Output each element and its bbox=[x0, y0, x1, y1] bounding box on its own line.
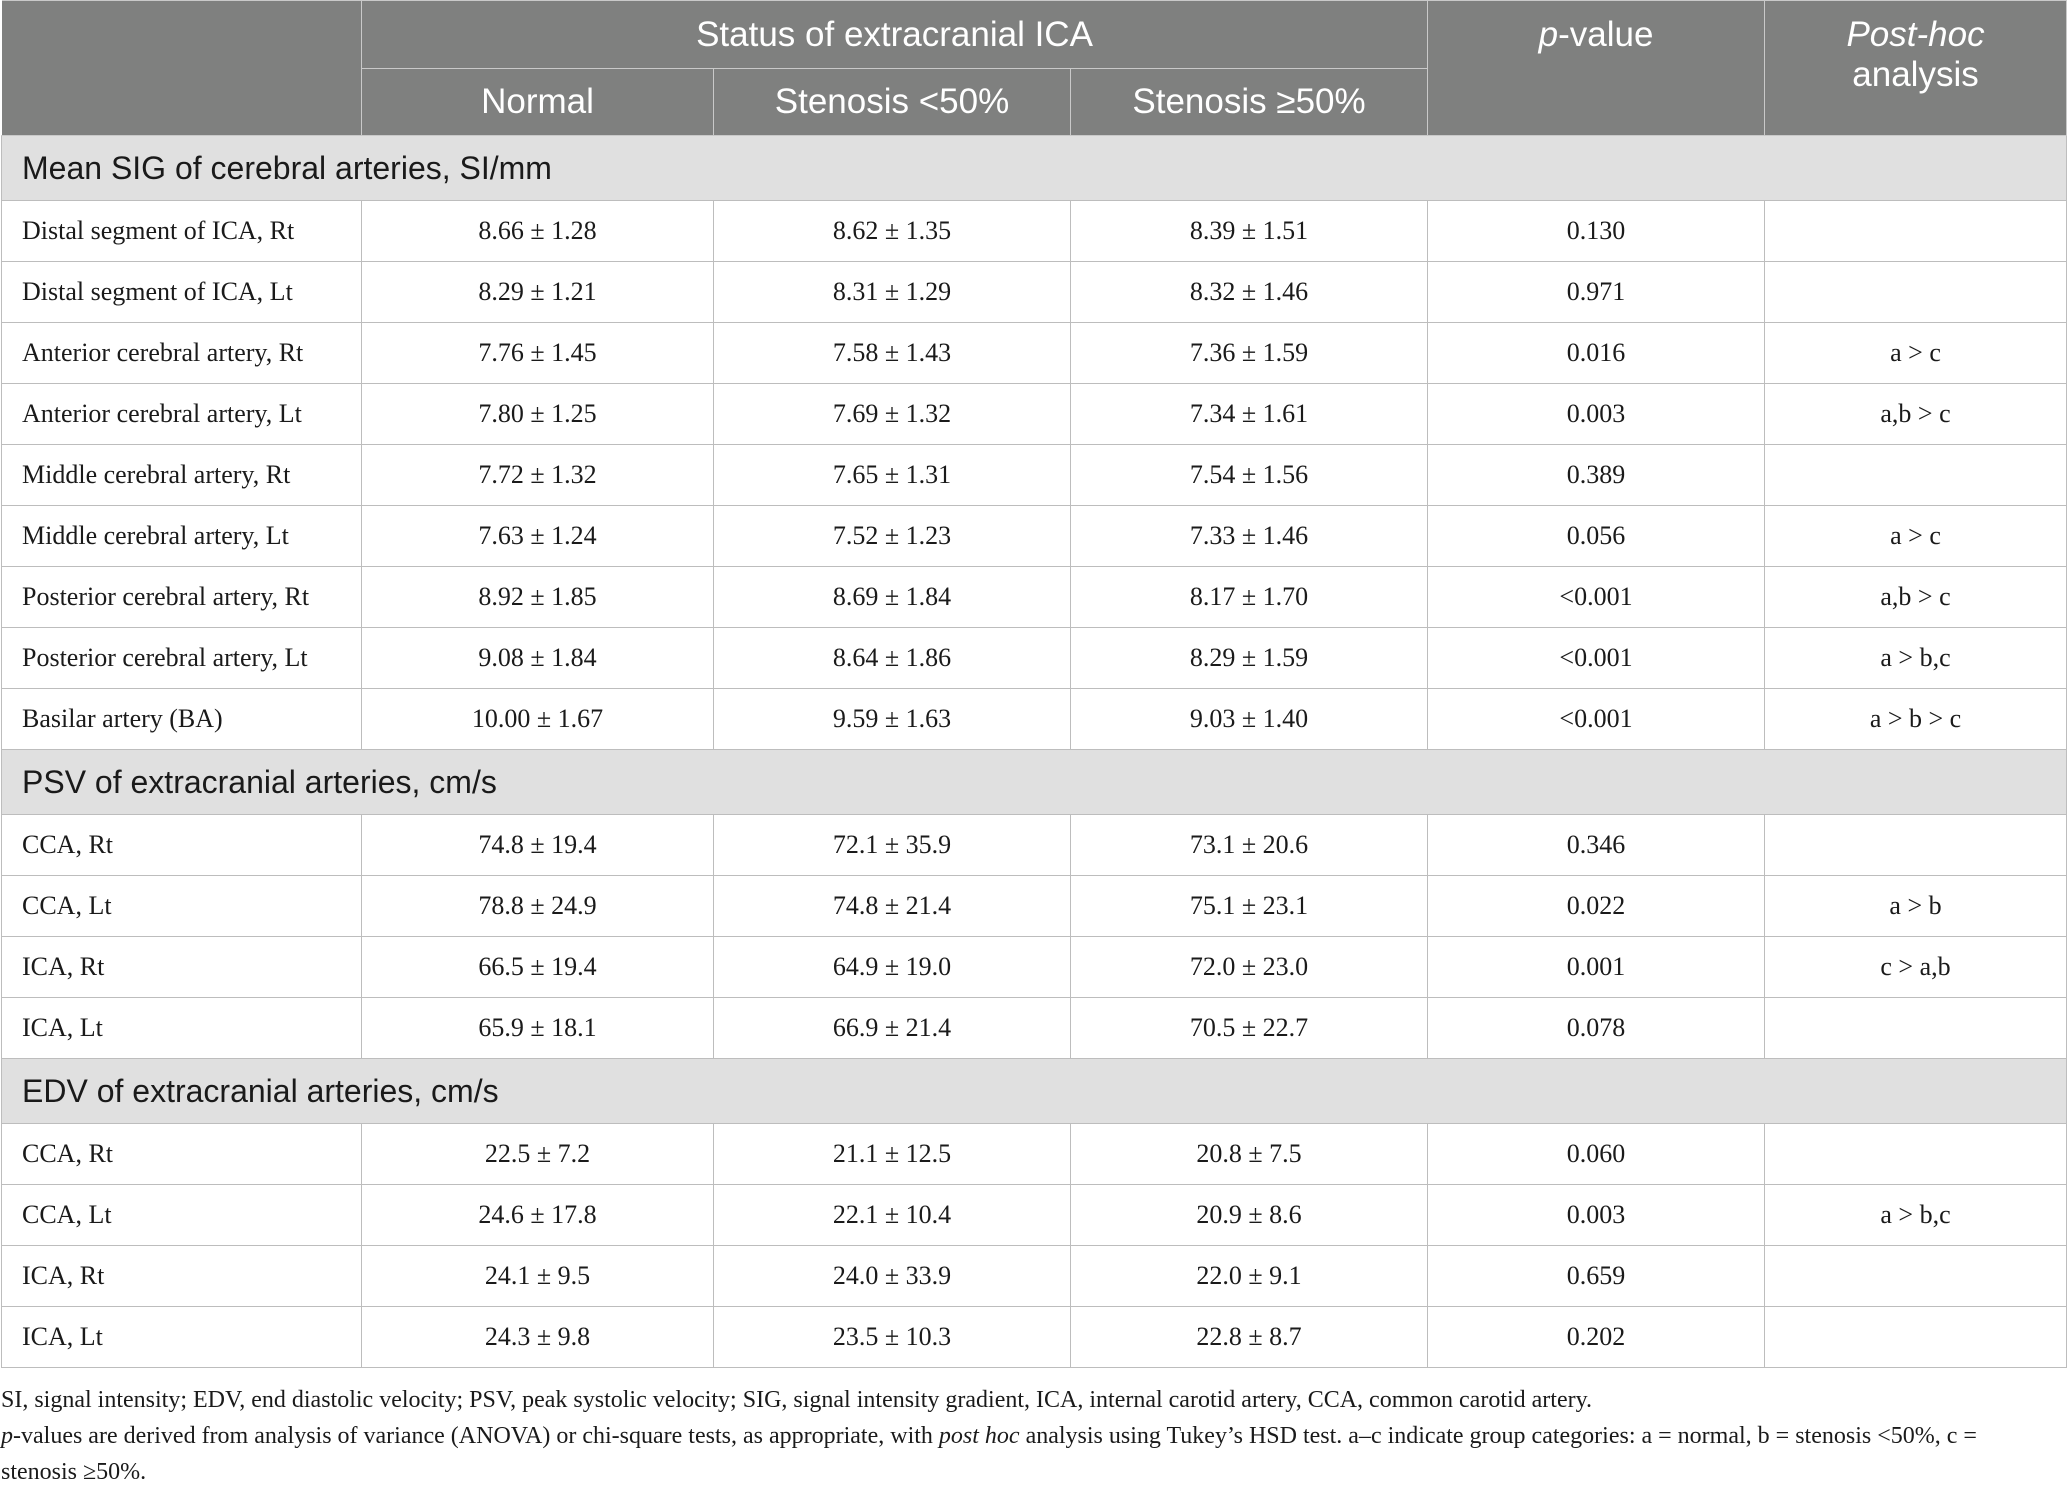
table-row bbox=[2, 323, 2067, 384]
p-value: 0.060 bbox=[1428, 1124, 1765, 1185]
row-label: CCA, Lt bbox=[2, 876, 362, 937]
post-hoc: a > b bbox=[1765, 876, 2067, 937]
row-label: Posterior cerebral artery, Rt bbox=[2, 567, 362, 628]
table-row bbox=[2, 689, 2067, 750]
value-stenosis-lt50: 66.9 ± 21.4 bbox=[714, 998, 1071, 1059]
table-row bbox=[2, 1307, 2067, 1368]
value-normal: 24.1 ± 9.5 bbox=[362, 1246, 714, 1307]
value-normal: 7.72 ± 1.32 bbox=[362, 445, 714, 506]
value-stenosis-ge50: 70.5 ± 22.7 bbox=[1071, 998, 1428, 1059]
header-col-normal: Normal bbox=[362, 69, 714, 136]
value-stenosis-ge50: 7.33 ± 1.46 bbox=[1071, 506, 1428, 567]
value-normal: 65.9 ± 18.1 bbox=[362, 998, 714, 1059]
p-value: 0.003 bbox=[1428, 384, 1765, 445]
p-value: <0.001 bbox=[1428, 689, 1765, 750]
value-stenosis-ge50: 72.0 ± 23.0 bbox=[1071, 937, 1428, 998]
section-header bbox=[2, 1059, 2067, 1124]
table-row bbox=[2, 1185, 2067, 1246]
value-stenosis-lt50: 8.69 ± 1.84 bbox=[714, 567, 1071, 628]
post-hoc bbox=[1765, 815, 2067, 876]
post-hoc bbox=[1765, 1124, 2067, 1185]
header-blank-cell bbox=[2, 1, 362, 136]
p-value: 0.056 bbox=[1428, 506, 1765, 567]
row-label: ICA, Lt bbox=[2, 998, 362, 1059]
row-label: Basilar artery (BA) bbox=[2, 689, 362, 750]
value-stenosis-ge50: 20.9 ± 8.6 bbox=[1071, 1185, 1428, 1246]
value-normal: 8.29 ± 1.21 bbox=[362, 262, 714, 323]
value-stenosis-lt50: 7.69 ± 1.32 bbox=[714, 384, 1071, 445]
header-row-1 bbox=[2, 1, 2067, 69]
header-col-stenosis-lt50: Stenosis <50% bbox=[714, 69, 1071, 136]
row-label: Distal segment of ICA, Lt bbox=[2, 262, 362, 323]
post-hoc: a > b,c bbox=[1765, 628, 2067, 689]
header-posthoc-italic: Post-hoc bbox=[1846, 15, 1985, 54]
post-hoc: a > b,c bbox=[1765, 1185, 2067, 1246]
post-hoc: a > c bbox=[1765, 323, 2067, 384]
value-stenosis-ge50: 7.54 ± 1.56 bbox=[1071, 445, 1428, 506]
value-stenosis-lt50: 72.1 ± 35.9 bbox=[714, 815, 1071, 876]
post-hoc bbox=[1765, 1307, 2067, 1368]
p-value: <0.001 bbox=[1428, 567, 1765, 628]
value-normal: 24.3 ± 9.8 bbox=[362, 1307, 714, 1368]
footnote-text-b: analysis using Tukey’s HSD test. a–c indicate group categories: a = normal, b = stenosis <50%, c = stenosis ≥50%. bbox=[1, 1423, 1977, 1485]
value-stenosis-lt50: 7.65 ± 1.31 bbox=[714, 445, 1071, 506]
value-stenosis-lt50: 21.1 ± 12.5 bbox=[714, 1124, 1071, 1185]
row-label: Anterior cerebral artery, Rt bbox=[2, 323, 362, 384]
value-normal: 9.08 ± 1.84 bbox=[362, 628, 714, 689]
footnote-line-2 bbox=[1, 1418, 2047, 1490]
table-row bbox=[2, 876, 2067, 937]
value-stenosis-lt50: 8.64 ± 1.86 bbox=[714, 628, 1071, 689]
value-normal: 7.80 ± 1.25 bbox=[362, 384, 714, 445]
post-hoc bbox=[1765, 445, 2067, 506]
header-col-stenosis-ge50: Stenosis ≥50% bbox=[1071, 69, 1428, 136]
row-label: CCA, Lt bbox=[2, 1185, 362, 1246]
header-pvalue-rest: -value bbox=[1558, 15, 1654, 54]
table-row bbox=[2, 1246, 2067, 1307]
value-stenosis-ge50: 8.17 ± 1.70 bbox=[1071, 567, 1428, 628]
value-normal: 7.76 ± 1.45 bbox=[362, 323, 714, 384]
value-stenosis-ge50: 7.36 ± 1.59 bbox=[1071, 323, 1428, 384]
value-stenosis-lt50: 22.1 ± 10.4 bbox=[714, 1185, 1071, 1246]
value-normal: 22.5 ± 7.2 bbox=[362, 1124, 714, 1185]
p-value: 0.001 bbox=[1428, 937, 1765, 998]
table-row bbox=[2, 262, 2067, 323]
post-hoc bbox=[1765, 262, 2067, 323]
row-label: CCA, Rt bbox=[2, 815, 362, 876]
p-value: 0.389 bbox=[1428, 445, 1765, 506]
value-stenosis-ge50: 22.8 ± 8.7 bbox=[1071, 1307, 1428, 1368]
post-hoc: a,b > c bbox=[1765, 567, 2067, 628]
p-value: 0.202 bbox=[1428, 1307, 1765, 1368]
table-row bbox=[2, 384, 2067, 445]
row-label: Posterior cerebral artery, Lt bbox=[2, 628, 362, 689]
footnote-posthoc-italic: post hoc bbox=[938, 1423, 1020, 1449]
value-stenosis-ge50: 9.03 ± 1.40 bbox=[1071, 689, 1428, 750]
results-table bbox=[1, 0, 2067, 1368]
value-stenosis-lt50: 8.31 ± 1.29 bbox=[714, 262, 1071, 323]
section-title: Mean SIG of cerebral arteries, SI/mm bbox=[2, 136, 2067, 201]
row-label: Distal segment of ICA, Rt bbox=[2, 201, 362, 262]
value-stenosis-lt50: 23.5 ± 10.3 bbox=[714, 1307, 1071, 1368]
header-pvalue bbox=[1428, 1, 1765, 136]
footnote-line-1: SI, signal intensity; EDV, end diastolic velocity; PSV, peak systolic velocity; SIG, signal intensity gradient, ICA, internal carotid artery, CCA, common carotid artery. bbox=[1, 1387, 1593, 1413]
value-stenosis-lt50: 7.58 ± 1.43 bbox=[714, 323, 1071, 384]
p-value: 0.346 bbox=[1428, 815, 1765, 876]
table-row bbox=[2, 815, 2067, 876]
row-label: Middle cerebral artery, Rt bbox=[2, 445, 362, 506]
footnote-text-a: -values are derived from analysis of variance (ANOVA) or chi-square tests, as appropriate, with bbox=[13, 1423, 939, 1449]
p-value: 0.130 bbox=[1428, 201, 1765, 262]
p-value: 0.016 bbox=[1428, 323, 1765, 384]
p-value: 0.971 bbox=[1428, 262, 1765, 323]
post-hoc: a,b > c bbox=[1765, 384, 2067, 445]
p-value: 0.022 bbox=[1428, 876, 1765, 937]
value-stenosis-ge50: 22.0 ± 9.1 bbox=[1071, 1246, 1428, 1307]
value-stenosis-lt50: 24.0 ± 33.9 bbox=[714, 1246, 1071, 1307]
table-row bbox=[2, 1124, 2067, 1185]
post-hoc: a > b > c bbox=[1765, 689, 2067, 750]
p-value: 0.659 bbox=[1428, 1246, 1765, 1307]
table-row bbox=[2, 506, 2067, 567]
p-value: <0.001 bbox=[1428, 628, 1765, 689]
table-row bbox=[2, 567, 2067, 628]
row-label: CCA, Rt bbox=[2, 1124, 362, 1185]
value-stenosis-lt50: 64.9 ± 19.0 bbox=[714, 937, 1071, 998]
section-title: EDV of extracranial arteries, cm/s bbox=[2, 1059, 2067, 1124]
table-row bbox=[2, 937, 2067, 998]
value-stenosis-ge50: 75.1 ± 23.1 bbox=[1071, 876, 1428, 937]
value-stenosis-lt50: 9.59 ± 1.63 bbox=[714, 689, 1071, 750]
table-row bbox=[2, 628, 2067, 689]
value-stenosis-lt50: 74.8 ± 21.4 bbox=[714, 876, 1071, 937]
table-row bbox=[2, 201, 2067, 262]
post-hoc bbox=[1765, 201, 2067, 262]
section-header bbox=[2, 750, 2067, 815]
row-label: Anterior cerebral artery, Lt bbox=[2, 384, 362, 445]
value-normal: 8.66 ± 1.28 bbox=[362, 201, 714, 262]
footnote-p-italic: p bbox=[1, 1423, 13, 1449]
p-value: 0.078 bbox=[1428, 998, 1765, 1059]
header-pvalue-italic: p bbox=[1538, 15, 1559, 54]
value-normal: 7.63 ± 1.24 bbox=[362, 506, 714, 567]
row-label: ICA, Rt bbox=[2, 1246, 362, 1307]
footnote bbox=[1, 1368, 2067, 1490]
value-stenosis-ge50: 8.29 ± 1.59 bbox=[1071, 628, 1428, 689]
value-stenosis-lt50: 7.52 ± 1.23 bbox=[714, 506, 1071, 567]
value-normal: 10.00 ± 1.67 bbox=[362, 689, 714, 750]
header-posthoc bbox=[1765, 1, 2067, 136]
post-hoc bbox=[1765, 998, 2067, 1059]
value-stenosis-ge50: 73.1 ± 20.6 bbox=[1071, 815, 1428, 876]
value-stenosis-ge50: 7.34 ± 1.61 bbox=[1071, 384, 1428, 445]
header-posthoc-rest: analysis bbox=[1852, 55, 1979, 94]
value-normal: 66.5 ± 19.4 bbox=[362, 937, 714, 998]
table-body bbox=[2, 136, 2067, 1368]
table-row bbox=[2, 998, 2067, 1059]
post-hoc: a > c bbox=[1765, 506, 2067, 567]
post-hoc bbox=[1765, 1246, 2067, 1307]
value-stenosis-ge50: 8.32 ± 1.46 bbox=[1071, 262, 1428, 323]
table-row bbox=[2, 445, 2067, 506]
value-stenosis-ge50: 8.39 ± 1.51 bbox=[1071, 201, 1428, 262]
value-normal: 24.6 ± 17.8 bbox=[362, 1185, 714, 1246]
row-label: ICA, Rt bbox=[2, 937, 362, 998]
value-normal: 74.8 ± 19.4 bbox=[362, 815, 714, 876]
value-normal: 8.92 ± 1.85 bbox=[362, 567, 714, 628]
value-normal: 78.8 ± 24.9 bbox=[362, 876, 714, 937]
value-stenosis-lt50: 8.62 ± 1.35 bbox=[714, 201, 1071, 262]
section-title: PSV of extracranial arteries, cm/s bbox=[2, 750, 2067, 815]
section-header bbox=[2, 136, 2067, 201]
header-group-title: Status of extracranial ICA bbox=[362, 1, 1428, 69]
value-stenosis-ge50: 20.8 ± 7.5 bbox=[1071, 1124, 1428, 1185]
row-label: ICA, Lt bbox=[2, 1307, 362, 1368]
post-hoc: c > a,b bbox=[1765, 937, 2067, 998]
p-value: 0.003 bbox=[1428, 1185, 1765, 1246]
row-label: Middle cerebral artery, Lt bbox=[2, 506, 362, 567]
